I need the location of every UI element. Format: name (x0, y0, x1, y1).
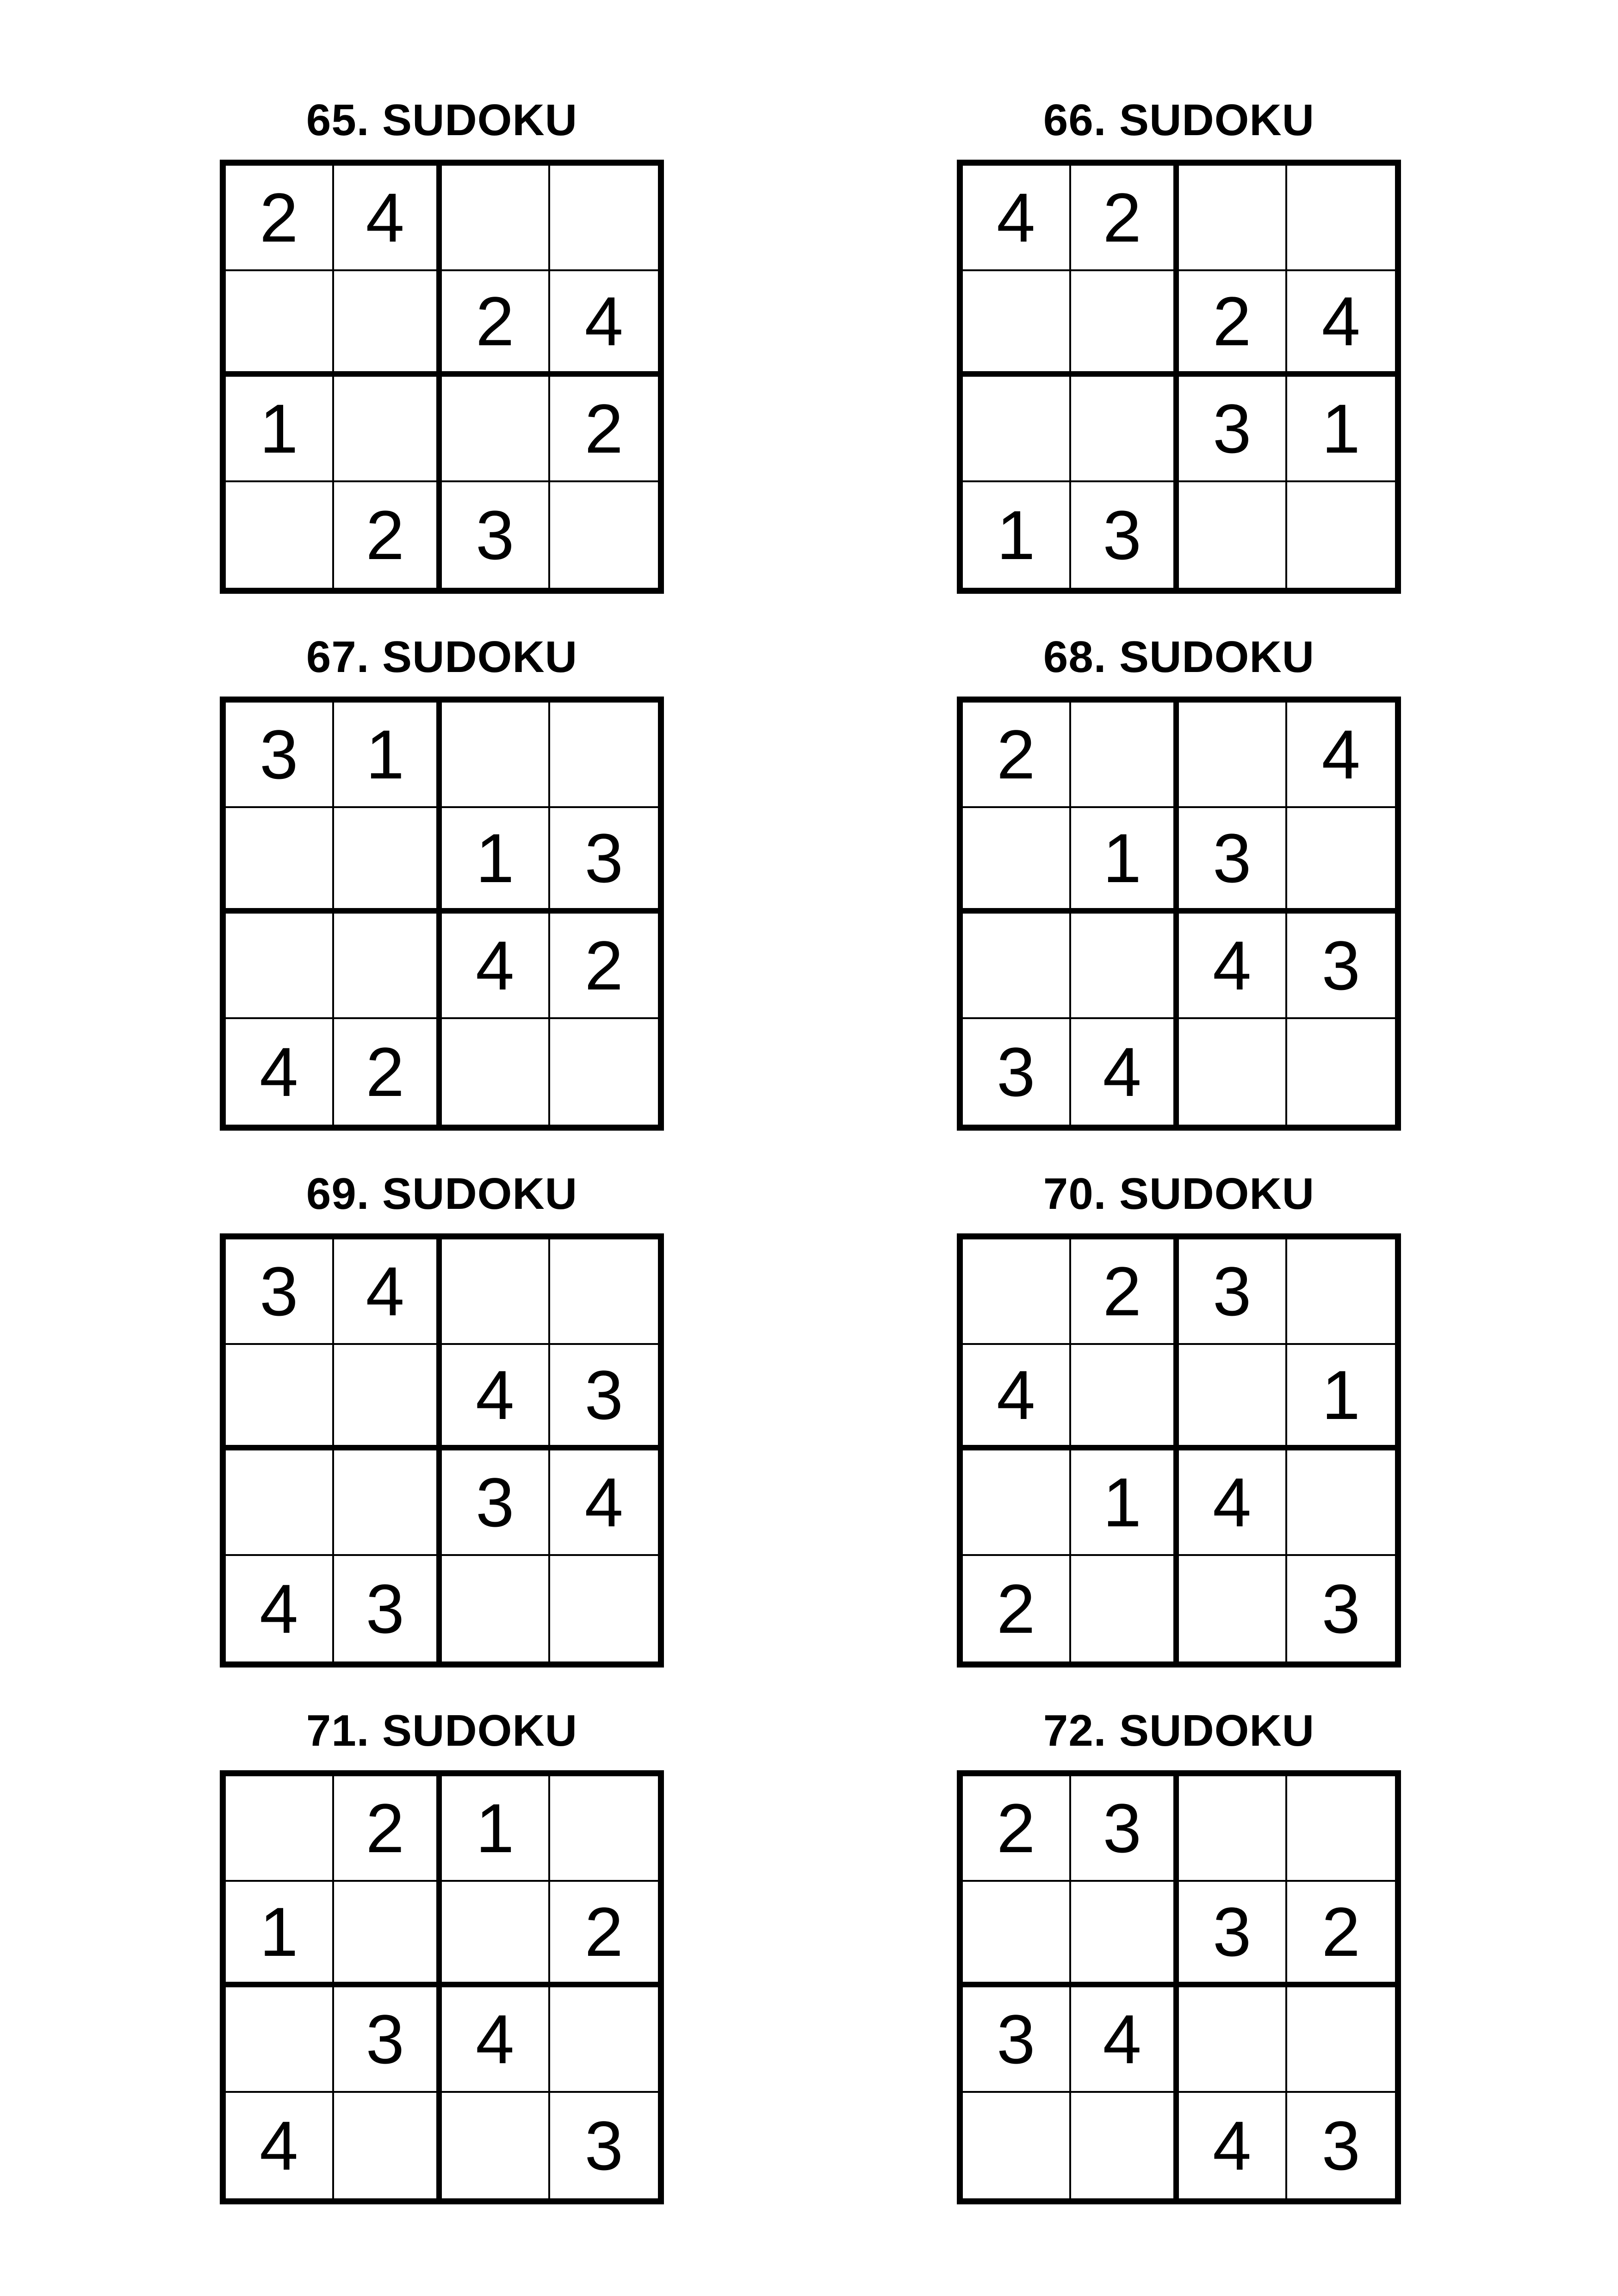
given-digit-cell: 3 (334, 1556, 442, 1661)
given-digit-cell: 3 (963, 1987, 1071, 2093)
given-digit-cell: 3 (442, 482, 550, 588)
empty-cell[interactable] (1287, 808, 1395, 914)
empty-cell[interactable] (334, 914, 442, 1019)
given-digit-cell: 2 (550, 1882, 658, 1987)
sudoku-grid (957, 1770, 1401, 2204)
given-digit-cell: 4 (963, 1345, 1071, 1450)
given-digit-cell: 3 (1179, 808, 1287, 914)
given-digit-cell: 3 (1179, 1239, 1287, 1345)
empty-cell[interactable] (442, 166, 550, 271)
given-digit-cell: 3 (1071, 482, 1179, 588)
empty-cell[interactable] (1179, 1019, 1287, 1125)
empty-cell[interactable] (226, 1776, 334, 1882)
empty-cell[interactable] (334, 1345, 442, 1450)
empty-cell[interactable] (1071, 377, 1179, 482)
given-digit-cell: 2 (963, 703, 1071, 808)
given-digit-cell: 3 (550, 808, 658, 914)
empty-cell[interactable] (1287, 1019, 1395, 1125)
given-digit-cell: 1 (1287, 1345, 1395, 1450)
given-digit-cell: 4 (1179, 914, 1287, 1019)
given-digit-cell: 2 (1179, 271, 1287, 377)
puzzle-title: 72. SUDOKU (1043, 1706, 1315, 1755)
empty-cell[interactable] (1179, 1776, 1287, 1882)
empty-cell[interactable] (442, 1882, 550, 1987)
sudoku-grid (220, 1233, 664, 1668)
empty-cell[interactable] (1179, 1987, 1287, 2093)
given-digit-cell: 4 (226, 1556, 334, 1661)
given-digit-cell: 2 (1287, 1882, 1395, 1987)
empty-cell[interactable] (550, 166, 658, 271)
puzzle-title: 69. SUDOKU (306, 1169, 578, 1219)
given-digit-cell: 2 (442, 271, 550, 377)
given-digit-cell: 4 (1287, 271, 1395, 377)
given-digit-cell: 3 (1321, 1570, 1360, 1648)
empty-cell[interactable] (550, 1239, 658, 1345)
given-digit-cell: 4 (1179, 2093, 1287, 2198)
given-digit-cell: 3 (584, 2107, 623, 2184)
sudoku-grid (957, 697, 1401, 1131)
sudoku-grid (220, 160, 664, 594)
empty-cell[interactable] (963, 1450, 1071, 1556)
given-digit-cell: 3 (1287, 914, 1395, 1019)
empty-cell[interactable] (1287, 166, 1395, 271)
empty-cell[interactable] (1071, 703, 1179, 808)
empty-cell[interactable] (550, 1019, 658, 1125)
empty-cell[interactable] (1179, 166, 1287, 271)
empty-cell[interactable] (1179, 703, 1287, 808)
given-digit-cell: 2 (1071, 166, 1179, 271)
puzzle-title: 71. SUDOKU (306, 1706, 578, 1755)
empty-cell[interactable] (334, 377, 442, 482)
empty-cell[interactable] (442, 1019, 550, 1125)
given-digit-cell: 2 (334, 1776, 442, 1882)
puzzle-title: 68. SUDOKU (1043, 632, 1315, 682)
empty-cell[interactable] (963, 377, 1071, 482)
empty-cell[interactable] (1071, 1882, 1179, 1987)
given-digit-cell: 1 (1071, 808, 1179, 914)
given-digit-cell: 1 (1071, 1450, 1179, 1556)
empty-cell[interactable] (334, 2093, 442, 2198)
empty-cell[interactable] (226, 1345, 334, 1450)
given-digit-cell: 4 (226, 1019, 334, 1125)
given-digit-cell: 2 (963, 1776, 1071, 1882)
given-digit-cell: 2 (334, 482, 442, 588)
empty-cell[interactable] (1071, 1556, 1179, 1661)
given-digit-cell: 2 (963, 1556, 1071, 1661)
given-digit-cell: 3 (442, 1450, 550, 1556)
empty-cell[interactable] (963, 808, 1071, 914)
sudoku-grid (220, 697, 664, 1131)
empty-cell[interactable] (334, 808, 442, 914)
given-digit-cell: 4 (1071, 1019, 1179, 1125)
empty-cell[interactable] (442, 1556, 550, 1661)
given-digit-cell: 4 (442, 914, 550, 1019)
given-digit-cell: 4 (226, 2093, 334, 2198)
given-digit-cell: 1 (442, 808, 550, 914)
sudoku-grid (220, 1770, 664, 2204)
empty-cell[interactable] (1179, 482, 1287, 588)
empty-cell[interactable] (1287, 482, 1395, 588)
given-digit-cell: 3 (334, 1987, 442, 2093)
given-digit-cell: 1 (963, 482, 1071, 588)
empty-cell[interactable] (1071, 2093, 1179, 2198)
puzzle-title: 66. SUDOKU (1043, 95, 1315, 145)
empty-cell[interactable] (1287, 1450, 1395, 1556)
empty-cell[interactable] (550, 1776, 658, 1882)
given-digit-cell: 2 (1071, 1239, 1179, 1345)
given-digit-cell: 1 (442, 1776, 550, 1882)
given-digit-cell: 3 (226, 1239, 334, 1345)
empty-cell[interactable] (1071, 271, 1179, 377)
empty-cell[interactable] (442, 703, 550, 808)
given-digit-cell: 2 (226, 166, 334, 271)
empty-cell[interactable] (442, 2093, 550, 2198)
given-digit-cell: 4 (442, 1987, 550, 2093)
empty-cell[interactable] (963, 1882, 1071, 1987)
empty-cell[interactable] (334, 271, 442, 377)
empty-cell[interactable] (1179, 1345, 1287, 1450)
empty-cell[interactable] (226, 914, 334, 1019)
empty-cell[interactable] (963, 2093, 1071, 2198)
empty-cell[interactable] (442, 377, 550, 482)
empty-cell[interactable] (1071, 1345, 1179, 1450)
given-digit-cell: 4 (1179, 1450, 1287, 1556)
given-digit-cell: 1 (334, 703, 442, 808)
empty-cell[interactable] (1287, 1776, 1395, 1882)
given-digit-cell: 1 (226, 377, 334, 482)
empty-cell[interactable] (226, 1450, 334, 1556)
given-digit-cell: 4 (1287, 703, 1395, 808)
empty-cell[interactable] (442, 1239, 550, 1345)
puzzle-title: 67. SUDOKU (306, 632, 578, 682)
given-digit-cell: 2 (550, 914, 658, 1019)
empty-cell[interactable] (550, 482, 658, 588)
empty-cell[interactable] (963, 1239, 1071, 1345)
empty-cell[interactable] (963, 271, 1071, 377)
empty-cell[interactable] (550, 703, 658, 808)
given-digit-cell: 2 (550, 377, 658, 482)
given-digit-cell: 3 (1071, 1776, 1179, 1882)
empty-cell[interactable] (1179, 1556, 1287, 1661)
sudoku-grid (957, 1233, 1401, 1668)
empty-cell[interactable] (550, 1987, 658, 2093)
given-digit-cell: 4 (963, 166, 1071, 271)
given-digit-cell: 3 (550, 1345, 658, 1450)
given-digit-cell: 3 (226, 703, 334, 808)
puzzle-title: 65. SUDOKU (306, 95, 578, 145)
puzzle-title: 70. SUDOKU (1043, 1169, 1315, 1219)
given-digit-cell: 4 (334, 1239, 442, 1345)
given-digit-cell: 2 (334, 1019, 442, 1125)
given-digit-cell: 4 (334, 166, 442, 271)
given-digit-cell: 3 (963, 1019, 1071, 1125)
given-digit-cell: 4 (442, 1345, 550, 1450)
given-digit-cell: 3 (1179, 377, 1287, 482)
given-digit-cell: 4 (1071, 1987, 1179, 2093)
empty-cell[interactable] (334, 1882, 442, 1987)
empty-cell[interactable] (1071, 914, 1179, 1019)
empty-cell[interactable] (226, 1987, 334, 2093)
given-digit-cell: 1 (1287, 377, 1395, 482)
empty-cell[interactable] (1287, 1239, 1395, 1345)
given-digit-cell: 3 (1179, 1882, 1287, 1987)
given-digit-cell: 4 (550, 271, 658, 377)
empty-cell[interactable] (226, 808, 334, 914)
empty-cell[interactable] (226, 271, 334, 377)
empty-cell[interactable] (334, 1450, 442, 1556)
empty-cell[interactable] (226, 482, 334, 588)
empty-cell[interactable] (963, 914, 1071, 1019)
given-digit-cell: 1 (226, 1882, 334, 1987)
empty-cell[interactable] (550, 1556, 658, 1661)
sudoku-grid (957, 160, 1401, 594)
empty-cell[interactable] (1287, 1987, 1395, 2093)
given-digit-cell: 3 (1321, 2107, 1360, 2184)
given-digit-cell: 4 (550, 1450, 658, 1556)
